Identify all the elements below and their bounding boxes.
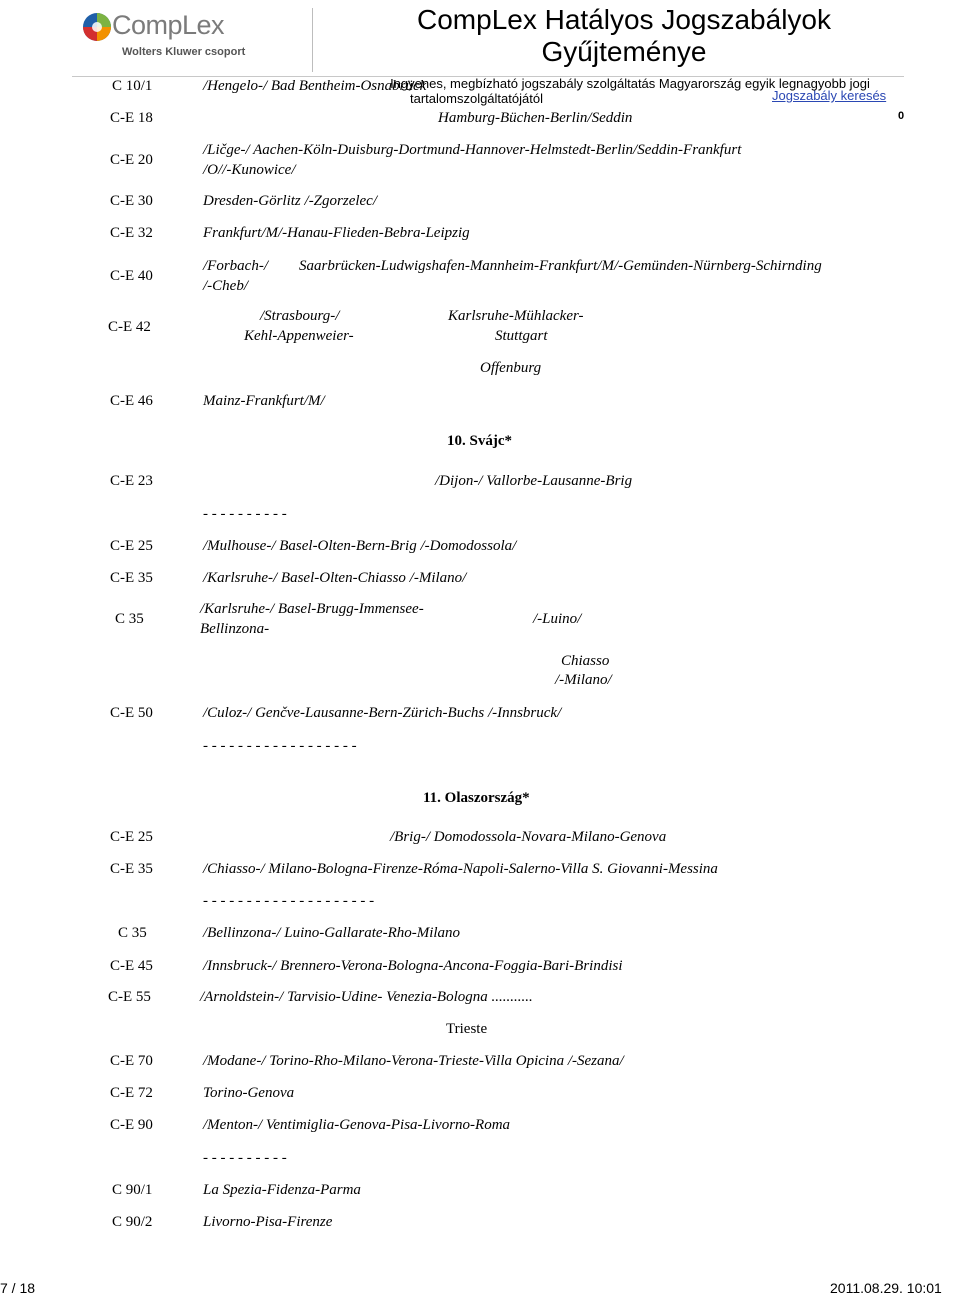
site-title	[384, 4, 864, 68]
site-title-line1: CompLex Hatályos Jogszabályok	[417, 4, 831, 35]
section-heading-italy: 11. Olaszország*	[423, 790, 530, 806]
page-marker: 0	[898, 110, 905, 122]
row-code: C 90/1	[112, 1182, 153, 1198]
row-route: Mainz-Frankfurt/M/	[203, 393, 325, 409]
row-route: Torino-Genova	[203, 1085, 295, 1101]
row-code: C-E 35	[110, 861, 153, 877]
row-code: C-E 25	[110, 538, 153, 554]
row-code: C-E 18	[110, 110, 153, 126]
tagline-line2: tartalomszolgáltatójától	[410, 91, 543, 106]
row-code: C-E 72	[110, 1085, 153, 1101]
row-route: /Culoz-/ Genčve-Lausanne-Bern-Zürich-Buchs /-Innsbruck/	[203, 705, 562, 721]
row-code: C-E 23	[110, 473, 153, 489]
row-code: C-E 32	[110, 225, 153, 241]
row-route: /Innsbruck-/ Brennero-Verona-Bologna-Ancona-Foggia-Bari-Brindisi	[203, 958, 623, 974]
row-route-b2: Stuttgart	[495, 328, 548, 344]
row-code: C-E 70	[110, 1053, 153, 1069]
page-number: 7 / 18	[0, 1280, 36, 1296]
row-code: C 90/2	[112, 1214, 153, 1230]
row-code: C-E 55	[108, 989, 151, 1005]
row-route-2: Trieste	[446, 1021, 488, 1037]
row-route: /Karlsruhe-/ Basel-Olten-Chiasso /-Milano/	[203, 570, 467, 586]
row-code: C 35	[118, 925, 147, 941]
row-route-a1: /Karlsruhe-/ Basel-Brugg-Immensee-	[200, 601, 424, 617]
row-route-b: /-Luino/	[533, 611, 582, 627]
row-code: C-E 46	[110, 393, 153, 409]
row-route: La Spezia-Fidenza-Parma	[203, 1182, 361, 1198]
dash-separator: - - - - - - - - - -	[203, 1150, 287, 1166]
row-route: /Bellinzona-/ Luino-Gallarate-Rho-Milano	[203, 925, 461, 941]
row-code: C-E 90	[110, 1117, 153, 1133]
row-route-a1: /Strasbourg-/	[260, 308, 340, 324]
row-route-c2: /-Milano/	[555, 672, 612, 688]
logo-subtext: Wolters Kluwer csoport	[122, 46, 246, 58]
print-datetime: 2011.08.29. 10:01	[830, 1280, 942, 1296]
row-code: C 35	[115, 611, 144, 627]
site-title-line2: Gyűjteménye	[541, 36, 707, 67]
section-heading-switzerland: 10. Svájc*	[447, 433, 512, 449]
tagline-line1: Ingyenes, megbízható jogszabály szolgáltatás Magyarország egyik legnagyobb jogi	[390, 76, 870, 91]
row-code: C-E 30	[110, 193, 153, 209]
row-route: /Brig-/ Domodossola-Novara-Milano-Genova	[390, 829, 667, 845]
row-route-a1: /Forbach-/	[203, 258, 268, 274]
dash-separator: - - - - - - - - - - - - - - - - - -	[203, 738, 357, 754]
row-route: Livorno-Pisa-Firenze	[203, 1214, 333, 1230]
row-code: C-E 50	[110, 705, 153, 721]
row-code: C-E 45	[110, 958, 153, 974]
row-code: C-E 40	[110, 268, 153, 284]
search-link[interactable]: Jogszabály keresés	[772, 88, 887, 103]
row-route: /Hengelo-/ Bad Bentheim-Osnabrück	[203, 78, 427, 94]
row-route: Frankfurt/M/-Hanau-Flieden-Bebra-Leipzig	[203, 225, 470, 241]
row-code: C-E 42	[108, 319, 151, 335]
row-code: C 10/1	[112, 78, 153, 94]
row-route-a2: /-Cheb/	[203, 278, 248, 294]
row-code: C-E 25	[110, 829, 153, 845]
complex-logo[interactable]	[82, 8, 272, 60]
row-route: Hamburg-Büchen-Berlin/Seddin	[438, 110, 633, 126]
row-route-c: Offenburg	[480, 360, 542, 376]
row-route-a2: Kehl-Appenweier-	[244, 328, 354, 344]
row-route: /Modane-/ Torino-Rho-Milano-Verona-Trieste-Villa Opicina /-Sezana/	[203, 1053, 624, 1069]
row-route-b1: Karlsruhe-Mühlacker-	[448, 308, 584, 324]
globe-logo-icon	[82, 12, 112, 42]
row-code: C-E 20	[110, 152, 153, 168]
row-route: /Menton-/ Ventimiglia-Genova-Pisa-Livorno-Roma	[203, 1117, 511, 1133]
row-route: /Arnoldstein-/ Tarvisio-Udine- Venezia-Bologna ...........	[200, 989, 533, 1005]
dash-separator: - - - - - - - - - - - - - - - - - - - -	[203, 893, 375, 909]
row-route-b: Saarbrücken-Ludwigshafen-Mannheim-Frankfurt/M/-Gemünden-Nürnberg-Schirnding	[299, 258, 822, 274]
row-route-line1: /Ličge-/ Aachen-Köln-Duisburg-Dortmund-Hannover-Helmstedt-Berlin/Seddin-Frankfurt	[203, 142, 742, 158]
row-code: C-E 35	[110, 570, 153, 586]
row-route: Dresden-Görlitz /-Zgorzelec/	[203, 193, 378, 209]
header-divider	[312, 8, 313, 72]
row-route: /Mulhouse-/ Basel-Olten-Bern-Brig /-Domodossola/	[203, 538, 517, 554]
row-route: /Chiasso-/ Milano-Bologna-Firenze-Róma-Napoli-Salerno-Villa S. Giovanni-Messina	[203, 861, 718, 877]
row-route: /Dijon-/ Vallorbe-Lausanne-Brig	[435, 473, 633, 489]
row-route-line2: /O//-Kunowice/	[203, 162, 296, 178]
dash-separator: - - - - - - - - - -	[203, 506, 287, 522]
row-route-a2: Bellinzona-	[200, 621, 270, 637]
row-route-c1: Chiasso	[561, 653, 610, 669]
logo-text: CompLex	[112, 10, 225, 40]
